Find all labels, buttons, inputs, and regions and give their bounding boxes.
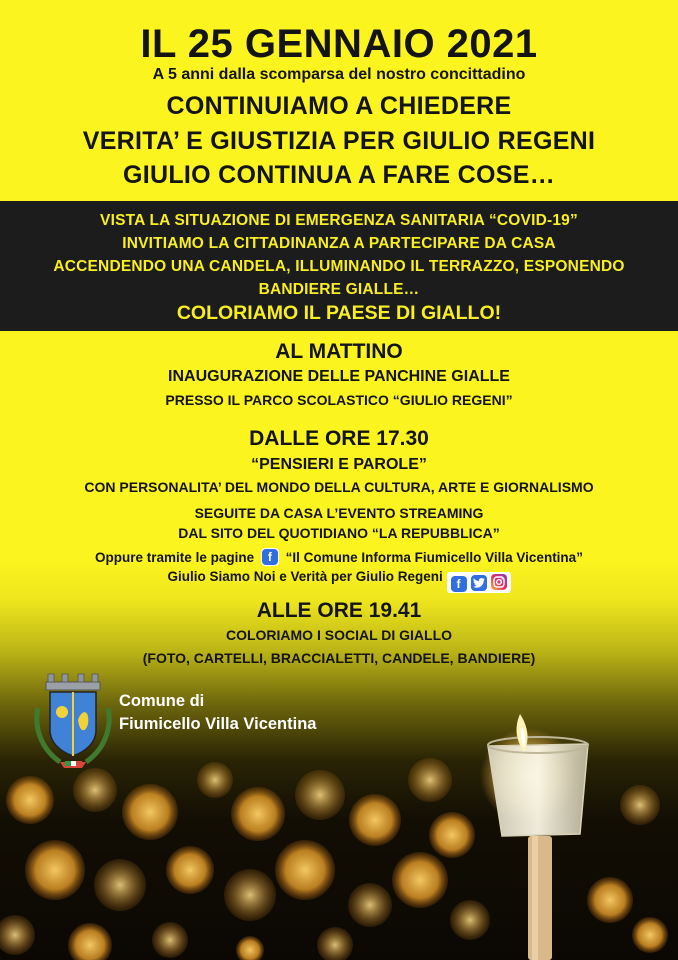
headline-2: VERITA’ E GIUSTIZIA PER GIULIO REGENI <box>82 127 596 155</box>
comune-line-1: Comune di <box>119 692 205 710</box>
comune-line-2: Fiumicello Villa Vicentina <box>119 715 317 733</box>
band-line-3: ACCENDENDO UNA CANDELA, ILLUMINANDO IL TERRAZZO, ESPONENDO <box>53 258 625 275</box>
page-title: IL 25 GENNAIO 2021 <box>140 22 538 66</box>
facebook-glyph: f <box>262 549 278 565</box>
pages-line-1 <box>0 548 678 566</box>
pages-line-2 <box>0 569 678 593</box>
night-heading: ALLE ORE 19.41 <box>256 599 422 622</box>
band-line-1: VISTA LA SITUAZIONE DI EMERGENZA SANITARIA “COVID-19” <box>100 212 578 229</box>
band-line-2: INVITIAMO LA CITTADINANZA A PARTECIPARE DA CASA <box>122 235 556 252</box>
comune-label <box>119 690 316 736</box>
morning-line-2: PRESSO IL PARCO SCOLASTICO “GIULIO REGENI” <box>165 392 513 408</box>
instagram-icon[interactable] <box>491 574 507 590</box>
night-line-1: COLORIAMO I SOCIAL DI GIALLO <box>225 627 453 643</box>
pages-name: “Il Comune Informa Fiumicello Villa Vicentina” <box>285 550 583 565</box>
social-icons <box>447 572 511 593</box>
facebook-icon[interactable]: f <box>451 576 467 592</box>
headline-3: GIULIO CONTINUA A FARE COSE… <box>122 161 556 189</box>
evening-heading: DALLE ORE 17.30 <box>249 427 429 450</box>
evening-line-2: SEGUITE DA CASA L’EVENTO STREAMING <box>194 505 484 521</box>
twitter-icon[interactable] <box>471 575 487 591</box>
pages-line-2-text: Giulio Siamo Noi e Verità per Giulio Regeni <box>167 569 443 584</box>
band-slogan: COLORIAMO IL PAESE DI GIALLO! <box>176 302 502 324</box>
morning-heading: AL MATTINO <box>275 340 403 363</box>
band-line-4: BANDIERE GIALLE… <box>258 281 420 298</box>
night-line-2: (FOTO, CARTELLI, BRACCIALETTI, CANDELE, BANDIERE) <box>142 650 536 666</box>
pages-prefix: Oppure tramite le pagine <box>95 550 255 565</box>
coat-of-arms-logo <box>32 668 114 770</box>
subtitle: A 5 anni dalla scomparsa del nostro concittadino <box>152 66 526 83</box>
evening-line-1: CON PERSONALITA’ DEL MONDO DELLA CULTURA, ARTE E GIORNALISMO <box>84 479 594 495</box>
evening-event-title: “PENSIERI E PAROLE” <box>251 456 427 473</box>
evening-line-3: DAL SITO DEL QUOTIDIANO “LA REPUBBLICA” <box>178 525 500 541</box>
candle-image <box>480 706 600 960</box>
facebook-icon[interactable] <box>261 548 279 566</box>
morning-line-1: INAUGURAZIONE DELLE PANCHINE GIALLE <box>168 368 510 385</box>
headline-1: CONTINUIAMO A CHIEDERE <box>166 92 512 120</box>
